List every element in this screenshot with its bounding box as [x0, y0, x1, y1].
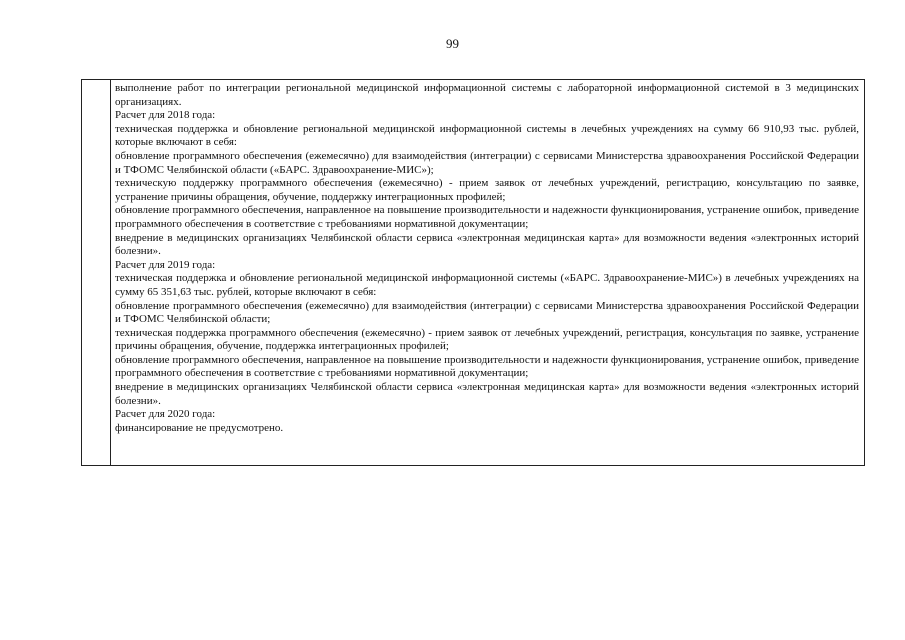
paragraph: обновление программного обеспечения (ежемесячно) для взаимодействия (интеграции) с сервисами Министерства здравоохранения Российской Федерации и ТФОМС Челябинской области («БАРС. Здравоохранение-МИС»);: [115, 149, 859, 176]
table-text-cell: [115, 82, 859, 435]
paragraph: техническая поддержка и обновление региональной медицинской информационной системы («БАРС. Здравоохранение-МИС») в лечебных учреждениях на сумму 65 351,63 тыс. рублей, которые включают в себя:: [115, 272, 859, 298]
paragraph: Расчет для 2018 года:: [115, 109, 216, 122]
table-left-column: [82, 80, 111, 465]
paragraph: Расчет для 2019 года:: [115, 258, 216, 271]
paragraph: обновление программного обеспечения, направленное на повышение производительности и надежности функционирования, устранение ошибок, приведение программного обеспечения в соответствие с требованиями нормативной документации;: [115, 353, 859, 380]
paragraph: выполнение работ по интеграции региональной медицинской информационной системы с лабораторной информационной системой в 3 медицинских организациях.: [115, 82, 859, 108]
paragraph: финансирование не предусмотрено.: [115, 421, 284, 434]
paragraph: техническую поддержку программного обеспечения (ежемесячно) - прием заявок от лечебных учреждений, регистрацию, консультацию по заявке, устранение причины обращения, обучение, поддержку интеграционных профилей;: [115, 177, 859, 203]
paragraph: обновление программного обеспечения, направленное на повышение производительности и надежности функционирования, устранение ошибок, приведение программного обеспечения в соответствие с требованиями нормативной документации;: [115, 204, 859, 230]
paragraph: обновление программного обеспечения (ежемесячно) для взаимодействия (интеграции) с сервисами Министерства здравоохранения Российской Федерации и ТФОМС Челябинской области;: [115, 299, 859, 326]
paragraph: Расчет для 2020 года:: [115, 408, 216, 421]
document-table: [81, 79, 865, 466]
paragraph: внедрение в медицинских организациях Челябинской области сервиса «электронная медицинская карта» для возможности ведения «электронных историй болезни».: [115, 231, 859, 258]
paragraph: техническая поддержка программного обеспечения (ежемесячно) - прием заявок от лечебных учреждений, регистрация, консультация по заявке, устранение причины обращения, обучение, поддержка интеграционных профилей;: [115, 326, 859, 353]
page-number: 99: [446, 36, 459, 51]
paragraph: техническая поддержка и обновление региональной медицинской информационной системы в лечебных учреждениях на сумму 66 910,93 тыс. рублей, которые включают в себя:: [115, 122, 859, 149]
paragraph: внедрение в медицинских организациях Челябинской области сервиса «электронная медицинская карта» для возможности ведения «электронных историй болезни».: [115, 381, 859, 407]
